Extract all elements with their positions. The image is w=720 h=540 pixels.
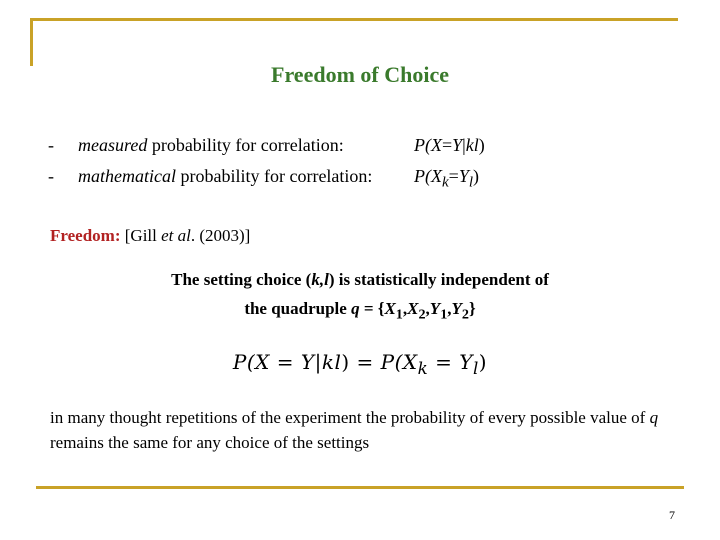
bullet-formula: $P(X_k=Y_l)$	[414, 166, 480, 191]
bullet-dash: -	[48, 135, 54, 155]
probability-equation: $P(X = Y|kl) = P(X_k = Y_l)$	[232, 350, 488, 378]
statement-line-1: The setting choice (k,l) is statistically independent of	[171, 270, 549, 289]
statement-line-2: the quadruple $q = \{X_1,X_2,Y_1,Y_2\}$	[244, 299, 476, 323]
bullet-emphasis: measured	[78, 135, 148, 155]
bullet-text: probability for correlation:	[175, 166, 373, 186]
freedom-reference: Freedom: [Gill et al. (2003)]	[50, 226, 251, 245]
bullet-measured	[48, 135, 485, 156]
bullet-formula: P(X=Y|kl)	[414, 135, 485, 155]
slide-title: Freedom of Choice	[271, 62, 449, 87]
left-rule	[30, 18, 33, 66]
bullet-dash: -	[48, 166, 54, 186]
bullet-emphasis: mathematical	[78, 166, 176, 186]
bottom-rule	[36, 486, 684, 489]
page-number: 7	[669, 508, 675, 522]
bullet-text: probability for correlation:	[147, 135, 344, 155]
top-rule	[30, 18, 678, 21]
explanation-paragraph: in many thought repetitions of the experiment the probability of every possible value of q remains the same for any choice of the settings	[50, 408, 659, 452]
freedom-label: Freedom:	[50, 226, 121, 245]
bullet-mathematical	[48, 166, 480, 191]
